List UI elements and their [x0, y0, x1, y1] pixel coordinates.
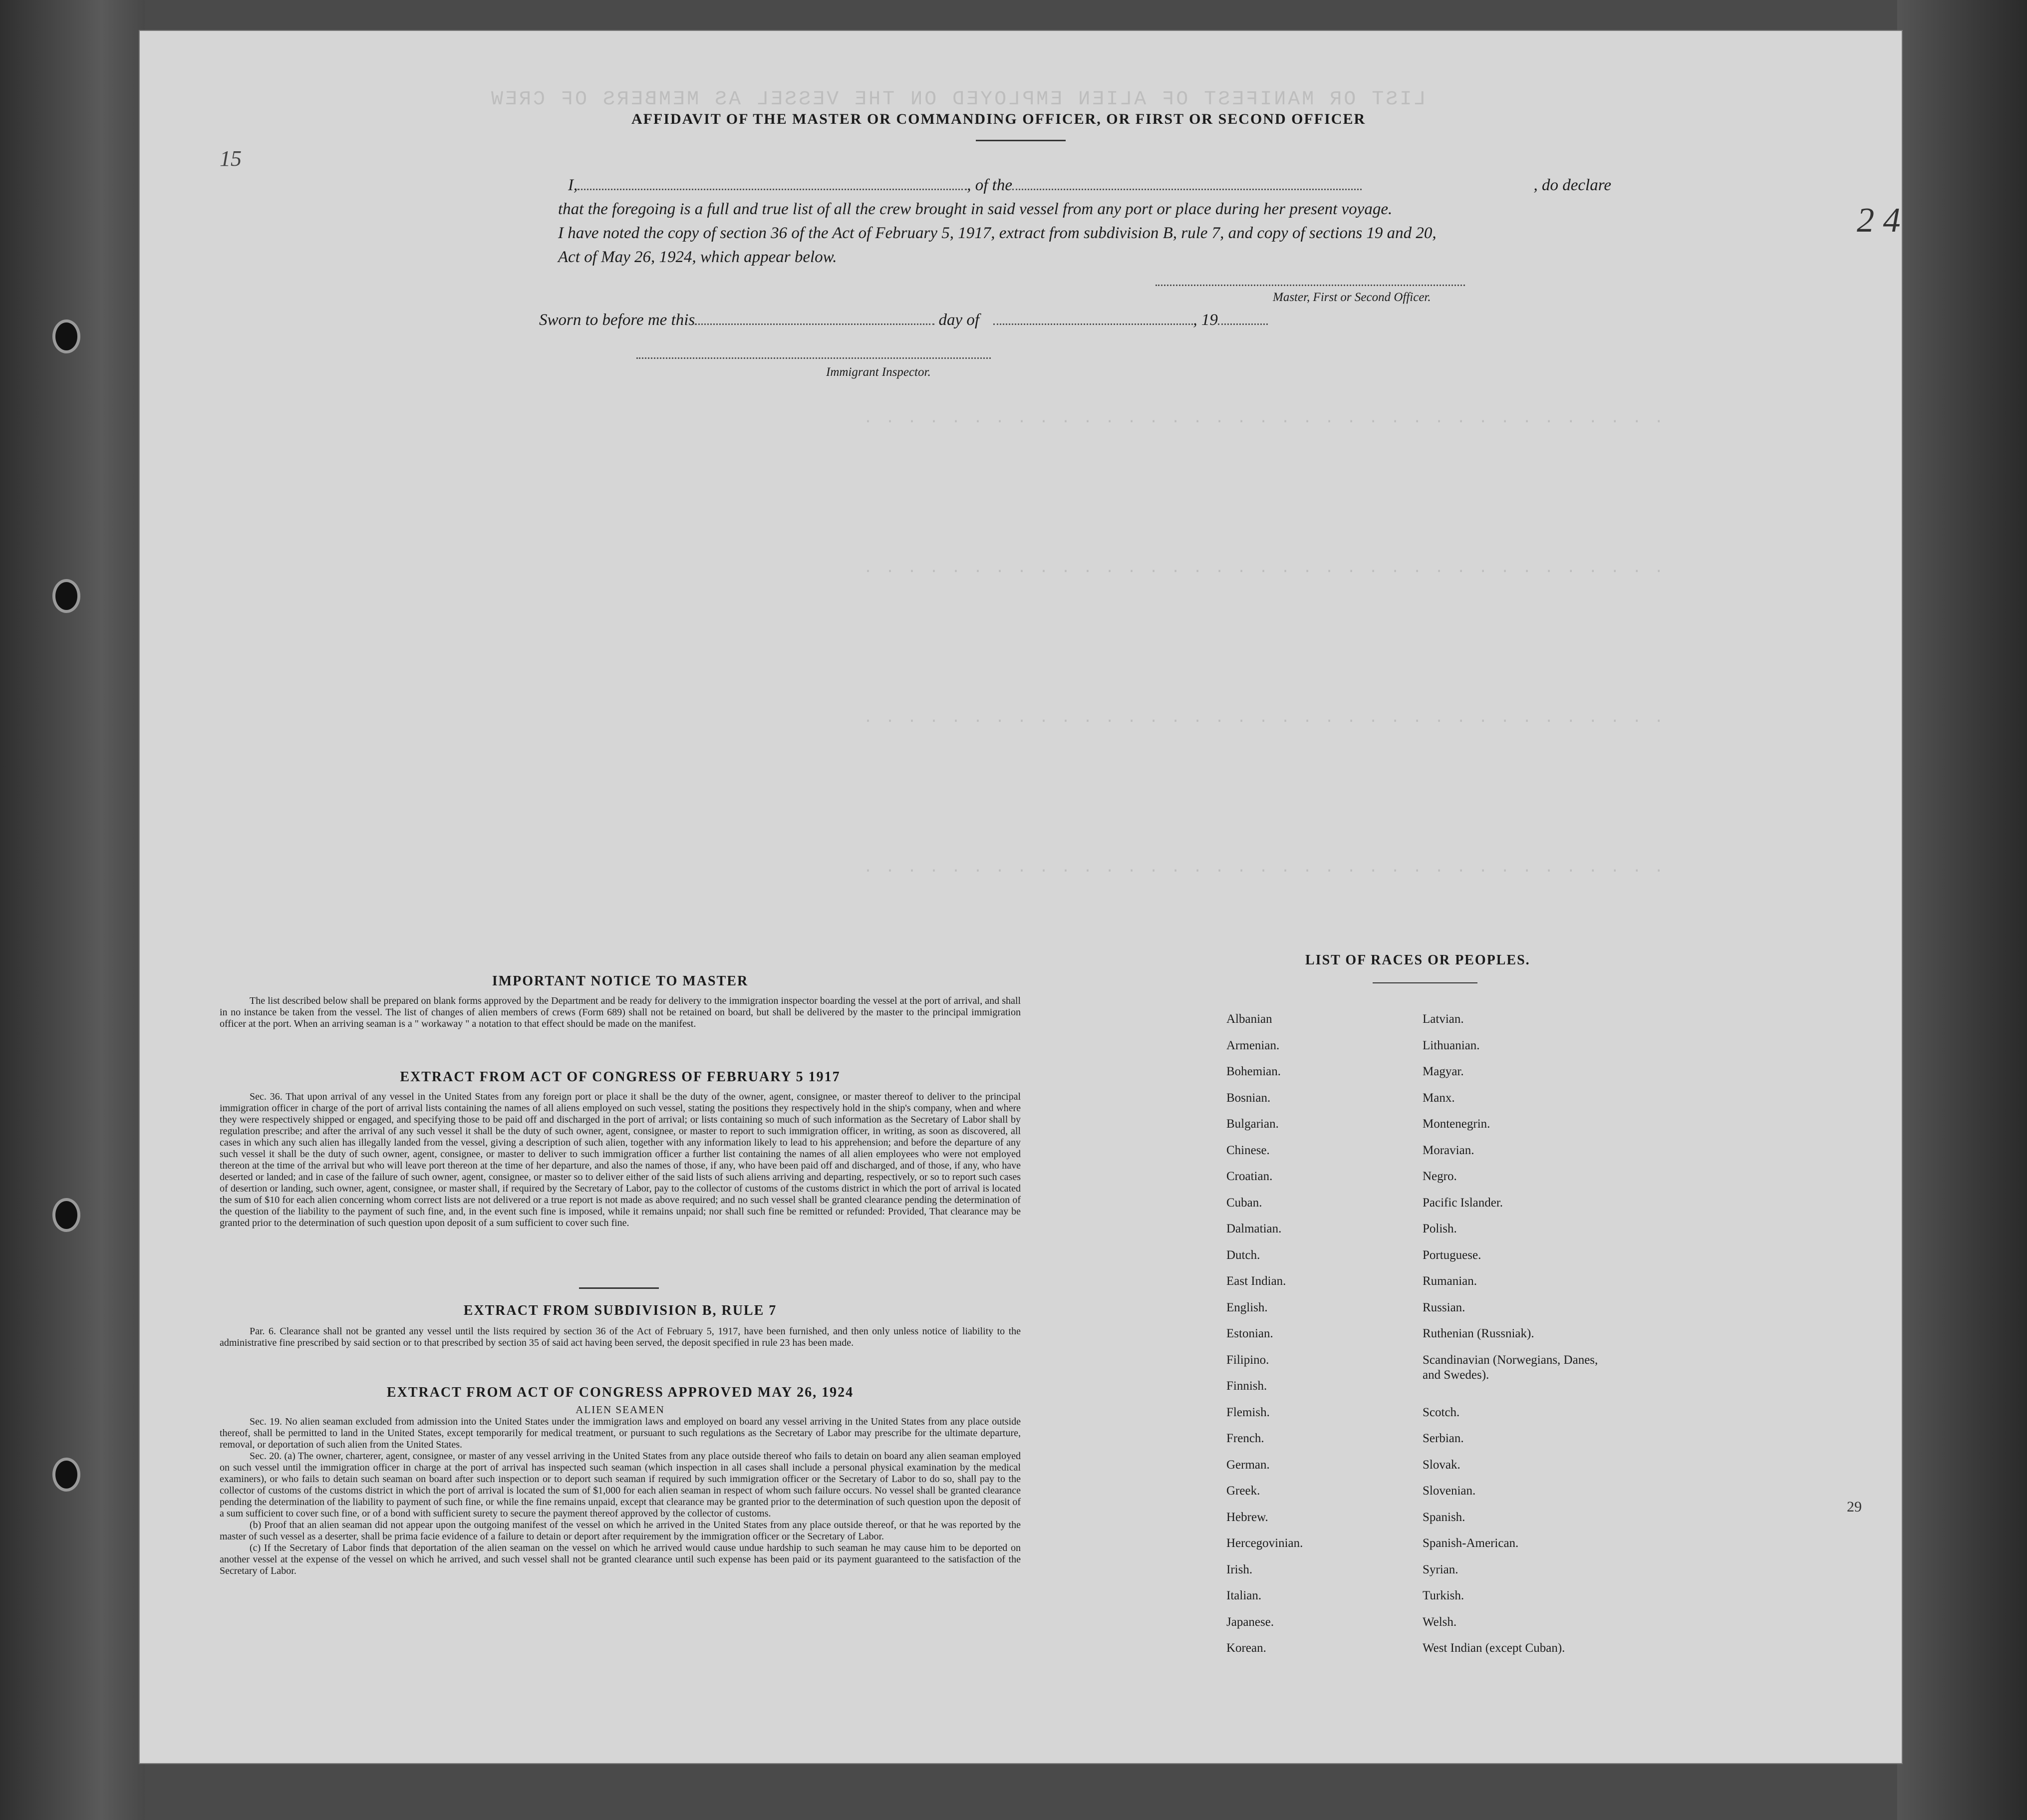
race-item: Italian. — [1226, 1589, 1262, 1602]
race-item: Hebrew. — [1226, 1510, 1268, 1524]
bleed-through-text: . . . . . . . . . . . . . . . . . . . . . . . . . . . . . . . . . . . . . — [864, 860, 1666, 877]
race-item: Turkish. — [1423, 1589, 1464, 1602]
race-item: French. — [1226, 1432, 1264, 1445]
page-number: 29 — [1847, 1499, 1862, 1515]
race-item: Slovak. — [1423, 1458, 1460, 1472]
affidavit-line-4: Act of May 26, 1924, which appear below. — [558, 248, 837, 266]
race-item: Welsh. — [1423, 1615, 1457, 1629]
bleed-through-text: . . . . . . . . . . . . . . . . . . . . . . . . . . . . . . . . . . . . . — [864, 710, 1666, 727]
master-name-field[interactable] — [578, 177, 967, 190]
important-notice — [220, 973, 1021, 1030]
races-right-column — [1423, 1012, 1612, 1667]
label-i: I, — [568, 176, 578, 194]
race-item: Magyar. — [1423, 1065, 1464, 1078]
race-item: Dutch. — [1226, 1248, 1260, 1262]
race-item: Flemish. — [1226, 1405, 1270, 1419]
race-item: West Indian (except Cuban). — [1423, 1641, 1565, 1655]
race-item: Japanese. — [1226, 1615, 1274, 1629]
race-item: Irish. — [1226, 1562, 1253, 1576]
affidavit-line-3: I have noted the copy of section 36 of the Act of February 5, 1917, extract from subdivision B, rule 7, and copy of sections 19 and 20, — [558, 224, 1437, 242]
punch-hole-icon — [52, 579, 80, 613]
race-item: Dalmatian. — [1226, 1222, 1282, 1235]
right-binder-edge — [1897, 0, 2027, 1820]
race-item: English. — [1226, 1300, 1268, 1314]
race-item: Croatian. — [1226, 1170, 1273, 1183]
inspector-signature-field[interactable] — [636, 357, 991, 359]
punch-hole-icon — [52, 1458, 80, 1492]
race-item: Korean. — [1226, 1641, 1266, 1655]
race-item: Chinese. — [1226, 1143, 1270, 1157]
sec-20b-text: (b) Proof that an alien seaman did not appear upon the outgoing manifest of the vessel on which he arrived in the United States from any place outside thereof, or that he was reported by the master of such vessel as a deserter, shall be prima facie evidence of a failure to detain or deport after requirement by the immigration officer or the Secretary of Labor. — [220, 1519, 1021, 1542]
race-item: Scotch. — [1423, 1405, 1460, 1419]
extract-1924 — [220, 1385, 1021, 1577]
race-item: Spanish. — [1423, 1510, 1465, 1524]
race-item: Filipino. — [1226, 1353, 1269, 1367]
affidavit-line-1 — [558, 173, 1611, 197]
day-of-label: day of — [938, 311, 980, 329]
extract-rule-7-title: EXTRACT FROM SUBDIVISION B, RULE 7 — [463, 1303, 777, 1318]
race-item: Spanish-American. — [1423, 1536, 1519, 1550]
sworn-date-field[interactable] — [695, 311, 934, 325]
race-item: Albanian — [1226, 1012, 1272, 1026]
race-item: Pacific Islander. — [1423, 1196, 1503, 1210]
race-item: Bohemian. — [1226, 1065, 1281, 1078]
race-item: Moravian. — [1423, 1143, 1474, 1157]
sworn-line — [539, 308, 1268, 332]
race-item: German. — [1226, 1458, 1270, 1472]
label-do-declare: , do declare — [1533, 176, 1611, 194]
race-item: Polish. — [1423, 1222, 1457, 1235]
extract-1924-title: EXTRACT FROM ACT OF CONGRESS APPROVED MAY 26, 1924 — [386, 1385, 854, 1400]
race-item: Greek. — [1226, 1484, 1260, 1498]
punch-hole-icon — [52, 319, 80, 353]
race-item: Armenian. — [1226, 1038, 1280, 1052]
race-item: Cuban. — [1226, 1196, 1262, 1210]
sworn-year-field[interactable] — [1218, 311, 1268, 325]
year-label: , 19 — [1193, 311, 1218, 329]
race-item: Latvian. — [1423, 1012, 1464, 1026]
race-item: Russian. — [1423, 1300, 1465, 1314]
extract-rule-7 — [220, 1303, 1021, 1349]
race-item: Montenegrin. — [1423, 1117, 1490, 1131]
affidavit-title: AFFIDAVIT OF THE MASTER OR COMMANDING OFFICER, OR FIRST OR SECOND OFFICER — [631, 111, 1366, 127]
divider — [1373, 982, 1477, 983]
race-item: Ruthenian (Russniak). — [1423, 1327, 1534, 1340]
bleed-through-text: . . . . . . . . . . . . . . . . . . . . . . . . . . . . . . . . . . . . . — [864, 560, 1666, 577]
race-item: Scandinavian (Norwegians, Danes, and Swedes). — [1423, 1353, 1598, 1382]
race-item: Estonian. — [1226, 1327, 1273, 1340]
affidavit-statement — [558, 173, 1611, 269]
bleed-through-text: LIST OR MANIFEST OF ALIEN EMPLOYED ON THE VESSEL AS MEMBERS OF CREW — [489, 88, 1426, 111]
left-binder-edge — [0, 0, 145, 1820]
sec-20c-text: (c) If the Secretary of Labor finds that deportation of the alien seaman on the vessel on which he arrived would cause undue hardship to such seaman he may cause him to be deported on another vessel at the expense of the vessel on which he arrived, and such vessel shall not be granted clearance until such expense has been paid or its payment guaranteed to the satisfaction of the Secretary of Labor. — [220, 1542, 1021, 1576]
race-item: Portuguese. — [1423, 1248, 1481, 1262]
race-item: Hercegovinian. — [1226, 1536, 1303, 1550]
races-left-column — [1226, 1012, 1391, 1667]
race-item: Lithuanian. — [1423, 1038, 1480, 1052]
sworn-label: Sworn to before me this — [539, 311, 695, 329]
race-item: East Indian. — [1226, 1274, 1286, 1288]
extract-1924-subtitle: ALIEN SEAMEN — [576, 1404, 665, 1416]
race-item: Bosnian. — [1226, 1091, 1271, 1105]
punch-hole-icon — [52, 1198, 80, 1232]
race-item: Manx. — [1423, 1091, 1455, 1105]
extract-rule-7-body: Par. 6. Clearance shall not be granted any vessel until the lists required by section 36 of the Act of February 5, 1917, have been furnished, and then only unless notice of liability to the administrative fine prescribed by said section or to that prescribed by section 35 of said act having been served, the deposit specified in rule 23 has been made. — [220, 1326, 1021, 1348]
margin-handwritten-marks: 2 4 — [1857, 201, 1901, 240]
sec-20a-text: Sec. 20. (a) The owner, charterer, agent, consignee, or master of any vessel arriving in the United States from any place outside thereof who fails to detain on board any alien seaman employed on such vessel until the immigration officer in charge at the port of arrival has inspected such seaman (which inspection in all cases shall include a personal physical examination by the medical examiners), or who fails to detain such seaman on board after such inspection or to deport such seaman if required by such immigration officer or the Secretary of Labor to do so, shall pay to the collector of customs of the customs district in which the port of arrival is located the sum of $1,000 for each alien seaman in respect of whom such failure occurs. No vessel shall be granted clearance pending the determination of the liability to payment of such fine, or while the fine remains unpaid, except that clearance may be granted prior to the determination of such question upon the deposit of a sum sufficient to cover such fine, or of a bond with sufficient surety to secure the payment thereof approved by the collector of customs. — [220, 1451, 1021, 1519]
master-signature-label: Master, First or Second Officer. — [1273, 291, 1431, 304]
notice-body: The list described below shall be prepared on blank forms approved by the Department and be ready for delivery to the immigration inspector boarding the vessel at the port of arrival, and shall in no instance be taken from the vessel. The list of changes of alien members of crews (Form 689) shall not be retained on board, but shall be delivered by the master to the principal immigration officer at the port. When an arriving seaman is a " workaway " a notation to that effect should be made on the manifest. — [220, 995, 1021, 1029]
divider — [976, 140, 1066, 141]
vessel-name-field[interactable] — [1012, 177, 1362, 190]
sworn-month-field[interactable] — [993, 311, 1193, 325]
races-title: LIST OF RACES OR PEOPLES. — [1305, 952, 1530, 968]
sec-19-text: Sec. 19. No alien seaman excluded from admission into the United States under the immigration laws and employed on board any vessel arriving in the United States from any place outside thereof, shall be permitted to land in the United States, except temporarily for medical treatment, or pursuant to such regulations as the Secretary of Labor may prescribe for the ultimate departure, removal, or deportation of such alien from the United States. — [220, 1416, 1021, 1450]
race-item: Syrian. — [1423, 1562, 1458, 1576]
manifest-page — [140, 31, 1902, 1763]
extract-1917-body: Sec. 36. That upon arrival of any vessel in the United States from any foreign port or place it shall be the duty of the owner, agent, consignee, or master thereof to deliver to the principal immigration officer in charge of the port of arrival lists containing the names of all aliens employed on such vessel, stating the positions they respectively hold in the ship's company, when and where they were respectively shipped or engaged, and specifying those to be paid off and discharged in the port of arrival; or lists containing so much of such information as the Secretary of Labor shall by regulation prescribe; and after the arrival of any such vessel it shall be the duty of such owner, agent, consignee, or master to report to such immigration officer, in writing, as soon as discovered, all cases in which any such alien has illegally landed from the vessel, giving a description of such alien, together with any information likely to lead to his apprehension; and before the departure of any such vessel it shall be the duty of such owner, agent, consignee, or master to deliver to such immigration officer a further list containing the names of all alien employees who were not employed thereon at the time of the arrival but who will leave port thereon at the time of her departure, and also the names of those, if any, who have been paid off and discharged, and of those, if any, who have deserted or landed; and in case of the failure of such owner, agent, consignee, or master so to deliver either of the said lists of such aliens arriving and departing, respectively, or so to report such cases of desertion or landing, such owner, agent, consignee, or master shall, if required by the Secretary of Labor, pay to the collector of customs of the customs district in which the port of arrival is located the sum of $10 for each alien concerning whom correct lists are not delivered or a true report is not made as above required; and no such vessel shall be granted clearance pending the determination of the question of the liability to the payment of such fine, and, in the event such fine is imposed, while it remains unpaid; nor shall such fine be remitted or refunded: Provided, That clearance may be granted prior to the determination of such question upon deposit of a sum sufficient to cover such fine. — [220, 1091, 1021, 1228]
race-item: Bulgarian. — [1226, 1117, 1279, 1131]
affidavit-line-2: that the foregoing is a full and true list of all the crew brought in said vessel from any port or place during her present voyage. — [558, 200, 1393, 218]
race-item: Negro. — [1423, 1170, 1457, 1183]
label-of-the: , of the — [967, 176, 1012, 194]
inspector-label: Immigrant Inspector. — [826, 365, 931, 379]
notice-title: IMPORTANT NOTICE TO MASTER — [492, 973, 749, 989]
bleed-through-text: . . . . . . . . . . . . . . . . . . . . . . . . . . . . . . . . . . . . . — [864, 410, 1666, 427]
extract-1917-title: EXTRACT FROM ACT OF CONGRESS OF FEBRUARY 5 1917 — [400, 1069, 841, 1085]
race-item: Rumanian. — [1423, 1274, 1477, 1288]
race-item: Slovenian. — [1423, 1484, 1476, 1498]
extract-1917 — [220, 1069, 1021, 1229]
divider — [579, 1287, 659, 1289]
margin-number: 15 — [220, 146, 242, 171]
race-item: Finnish. — [1226, 1379, 1267, 1393]
race-item: Serbian. — [1423, 1432, 1464, 1445]
